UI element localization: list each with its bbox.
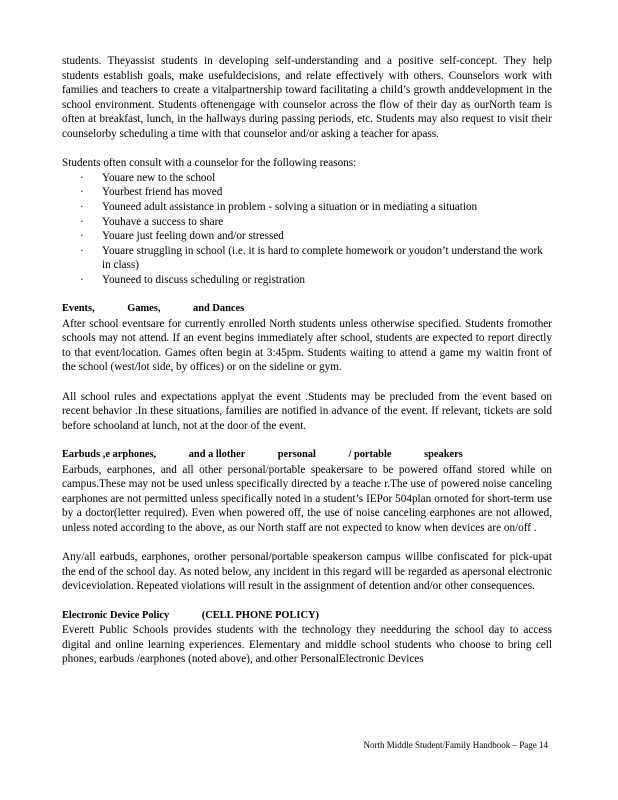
list-item: · Youhave a success to share <box>80 215 224 228</box>
events-heading: Events, Games, and Dances <box>62 303 245 315</box>
events-paragraph-1: After school eventsare for currently enrolled North students unless otherwise specified. Students fromother schools may not attend. If an event begins immediately after school, students are expected to report directly to that event/location. Games often begin at 3:45pm. Students waiting to attend a game my waitin front of the school (west/lot side, by offices) or on the sideline or gym. <box>62 317 552 374</box>
reasons-intro: Students often consult with a counselor for the following reasons: <box>62 157 357 170</box>
device-policy-heading: Electronic Device Policy (CELL PHONE POLICY) <box>62 609 319 621</box>
list-item: · Youare struggling in school (i.e. it is hard to complete homework or youdon’t understand the work in class) <box>80 244 543 272</box>
device-policy-paragraph: Everett Public Schools provides students with the technology they needduring the school day to access digital and online learning experiences. Elementary and middle school students who choose to bring cell phones, earbuds /earphones (noted above), and other PersonalElectronic Devices <box>62 624 552 666</box>
page-footer: North Middle Student/Family Handbook – Page 14 <box>363 740 548 750</box>
events-paragraph-2: All school rules and expectations applyat the event .Students may be precluded from the event based on recent behavior .In these situations, families are notified in advance of the event. If relevant, tickets are sold before schooland at lunch, not at the door of the event. <box>62 390 552 432</box>
list-item: · Youare new to the school <box>80 171 216 184</box>
counselor-paragraph: students. Theyassist students in developing self-understanding and a positive self-concept. They help students establish goals, make usefuldecisions, and relate effectively with others. Counselors work with families and teachers to create a vitalpartnership toward facilitating a child’s growth anddevelopment in the school environment. Students oftenengage with counselor across the flow of their day as ourNorth team is often at breakfast, lunch, in the hallways during passing periods, etc. Students may also request to visit their counselorby scheduling a time with that counselor and/or asking a teacher for apass. <box>62 55 552 140</box>
earbuds-paragraph-1: Earbuds, earphones, and all other personal/portable speakersare to be powered offand stored while on campus.These may not be used unless specifically directed by a teache r.The use of powered noise canceling earphones are not permitted unless specifically noted in a student’s IEPor 504plan ornoted for short-term use by a doctor(letter required). Even when powered off, the use of noise canceling earphones are not allowed, unless noted according to the above, as our North staff are not expected to know when devices are on/off . <box>62 463 552 534</box>
list-item: · Yourbest friend has moved <box>80 186 223 199</box>
document-page <box>62 54 552 667</box>
list-item: · Youneed adult assistance in problem - solving a situation or in mediating a situation <box>80 200 478 213</box>
earbuds-paragraph-2: Any/all earbuds, earphones, orother personal/portable speakerson campus willbe confiscated for pick-upat the end of the school day. As noted below, any incident in this regard will be regarded as apersonal electronic deviceviolation. Repeated violations will result in the assignment of detention and/or other consequences. <box>62 551 552 593</box>
earbuds-heading: Earbuds ,e arphones, and a llother personal / portable speakers <box>62 449 463 461</box>
list-item: · Youneed to discuss scheduling or registration <box>80 273 306 286</box>
list-item: · Youare just feeling down and/or stressed <box>80 230 284 243</box>
reasons-list <box>62 171 552 288</box>
